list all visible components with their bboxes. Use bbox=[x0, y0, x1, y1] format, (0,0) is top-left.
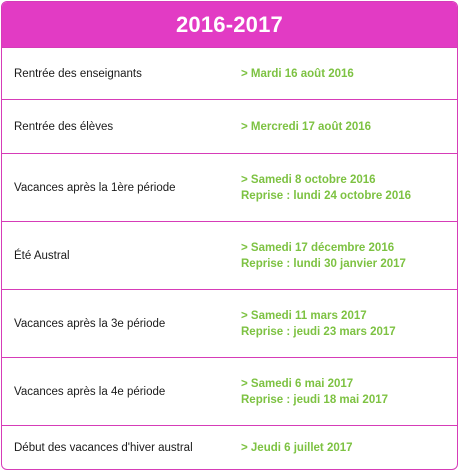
event-resume-date: Reprise : jeudi 18 mai 2017 bbox=[241, 393, 389, 406]
calendar-row bbox=[2, 289, 457, 357]
event-label: Été Austral bbox=[14, 249, 70, 262]
calendar-row bbox=[2, 153, 457, 221]
event-label: Rentrée des enseignants bbox=[14, 67, 142, 80]
event-label: Vacances après la 1ère période bbox=[14, 181, 176, 194]
event-label: Début des vacances d'hiver austral bbox=[14, 442, 193, 454]
event-start-date: > Samedi 8 octobre 2016 bbox=[241, 173, 376, 186]
event-dates bbox=[239, 119, 457, 135]
calendar-row bbox=[2, 425, 457, 470]
event-dates bbox=[239, 172, 457, 204]
event-resume-date: Reprise : lundi 24 octobre 2016 bbox=[241, 189, 412, 202]
event-dates bbox=[239, 66, 457, 82]
event-dates bbox=[239, 440, 457, 456]
event-start-date: > Samedi 6 mai 2017 bbox=[241, 377, 354, 390]
calendar-year-title: 2016-2017 bbox=[2, 2, 457, 47]
event-start-date: > Mardi 16 août 2016 bbox=[241, 67, 354, 80]
calendar-row bbox=[2, 357, 457, 425]
event-start-date: > Samedi 11 mars 2017 bbox=[241, 309, 367, 322]
event-start-date: > Mercredi 17 août 2016 bbox=[241, 120, 372, 133]
event-resume-date: Reprise : jeudi 23 mars 2017 bbox=[241, 325, 396, 338]
calendar-row bbox=[2, 99, 457, 153]
event-label: Vacances après la 3e période bbox=[14, 317, 166, 330]
event-label: Rentrée des élèves bbox=[14, 120, 114, 133]
school-calendar-table bbox=[1, 1, 458, 470]
event-start-date: > Samedi 17 décembre 2016 bbox=[241, 241, 395, 254]
event-resume-date: Reprise : lundi 30 janvier 2017 bbox=[241, 257, 406, 270]
event-dates bbox=[239, 240, 457, 272]
event-start-date: > Jeudi 6 juillet 2017 bbox=[241, 442, 353, 454]
calendar-row bbox=[2, 221, 457, 289]
event-dates bbox=[239, 308, 457, 340]
event-label: Vacances après la 4e période bbox=[14, 385, 166, 398]
calendar-row bbox=[2, 47, 457, 99]
event-dates bbox=[239, 376, 457, 408]
